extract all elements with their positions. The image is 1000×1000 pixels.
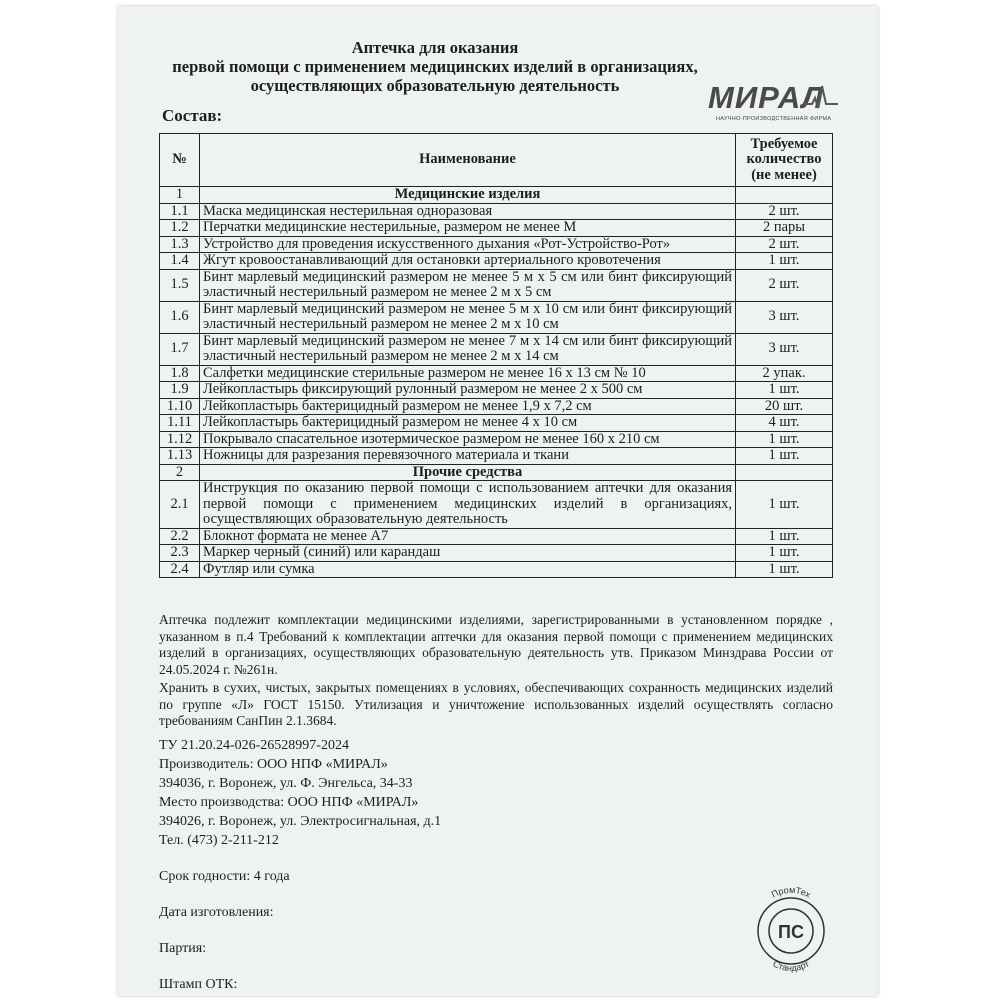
item-quantity: 1 шт. bbox=[736, 448, 833, 465]
item-name: Блокнот формата не менее А7 bbox=[200, 528, 736, 545]
item-number: 1.9 bbox=[160, 382, 200, 399]
item-name: Футляр или сумка bbox=[200, 561, 736, 578]
item-number: 1.13 bbox=[160, 448, 200, 465]
table-row bbox=[160, 301, 833, 333]
item-name: Устройство для проведения искусственного дыхания «Рот-Устройство-Рот» bbox=[200, 236, 736, 253]
item-name: Салфетки медицинские стерильные размером не менее 16 х 13 см № 10 bbox=[200, 365, 736, 382]
table-row bbox=[160, 236, 833, 253]
table-row bbox=[160, 220, 833, 237]
section-number: 2 bbox=[160, 464, 200, 481]
item-quantity: 2 пары bbox=[736, 220, 833, 237]
header-number: № bbox=[160, 134, 200, 187]
logo-tagline: НАУЧНО-ПРОИЗВОДСТВЕННАЯ ФИРМА bbox=[716, 116, 832, 122]
table-row bbox=[160, 365, 833, 382]
item-quantity: 2 шт. bbox=[736, 203, 833, 220]
item-quantity: 1 шт. bbox=[736, 253, 833, 270]
item-number: 2.4 bbox=[160, 561, 200, 578]
item-name: Жгут кровоостанавливающий для остановки артериального кровотечения bbox=[200, 253, 736, 270]
manufacture-date-label: Дата изготовления: bbox=[159, 905, 274, 920]
production-address: 394026, г. Воронеж, ул. Электросигнальная, д.1 bbox=[159, 814, 442, 829]
production-site: Место производства: ООО НПФ «МИРАЛ» bbox=[159, 795, 419, 810]
table-row bbox=[160, 203, 833, 220]
item-name: Лейкопластырь бактерицидный размером не менее 4 х 10 см bbox=[200, 415, 736, 432]
section-quantity-empty bbox=[736, 187, 833, 204]
item-quantity: 1 шт. bbox=[736, 431, 833, 448]
table-section-row bbox=[160, 187, 833, 204]
manufacturer-info bbox=[159, 736, 659, 994]
item-number: 1.6 bbox=[160, 301, 200, 333]
item-name: Лейкопластырь фиксирующий рулонный размером не менее 2 х 500 см bbox=[200, 382, 736, 399]
item-number: 1.3 bbox=[160, 236, 200, 253]
table-row bbox=[160, 481, 833, 529]
item-quantity: 3 шт. bbox=[736, 301, 833, 333]
shelf-life: Срок годности: 4 года bbox=[159, 869, 290, 884]
item-number: 1.5 bbox=[160, 269, 200, 301]
item-number: 2.2 bbox=[160, 528, 200, 545]
header-quantity-line-2: количество bbox=[746, 151, 822, 168]
item-name: Инструкция по оказанию первой помощи с использованием аптечки для оказания первой помощи с применением медицинских изделий в организациях, осуществляющих образовательную деятельность bbox=[200, 481, 736, 529]
item-number: 1.12 bbox=[160, 431, 200, 448]
promtekh-standart-stamp-icon bbox=[748, 880, 834, 980]
item-name: Перчатки медицинские нестерильные, размером не менее М bbox=[200, 220, 736, 237]
item-number: 1.8 bbox=[160, 365, 200, 382]
item-number: 1.10 bbox=[160, 398, 200, 415]
item-quantity: 1 шт. bbox=[736, 545, 833, 562]
otk-stamp-label: Штамп ОТК: bbox=[159, 977, 238, 992]
item-quantity: 20 шт. bbox=[736, 398, 833, 415]
notes-paragraph-1: Аптечка подлежит комплектации медицинскими изделиями, зарегистрированными в установленном порядке , указанном в п.4 Требований к комплектации аптечки для оказания первой помощи с применением медицинских изделий в организациях, осуществляющих образовательную деятельность утв. Приказом Минздрава России от 24.05.2024 г. №261н. bbox=[159, 612, 833, 677]
item-number: 1.1 bbox=[160, 203, 200, 220]
item-quantity: 1 шт. bbox=[736, 561, 833, 578]
table-row bbox=[160, 431, 833, 448]
section-title: Медицинские изделия bbox=[200, 187, 736, 204]
item-name: Бинт марлевый медицинский размером не менее 7 м х 14 см или бинт фиксирующий эластичный нестерильный размером не менее 2 м х 14 см bbox=[200, 333, 736, 365]
item-quantity: 1 шт. bbox=[736, 528, 833, 545]
phone: Тел. (473) 2-211-212 bbox=[159, 833, 279, 848]
table-row bbox=[160, 528, 833, 545]
section-title: Прочие средства bbox=[200, 464, 736, 481]
item-quantity: 4 шт. bbox=[736, 415, 833, 432]
logo-wordmark: МИРАЛ bbox=[708, 80, 824, 115]
title-line-3: осуществляющих образовательную деятельность bbox=[250, 76, 620, 95]
table-row bbox=[160, 415, 833, 432]
item-quantity: 3 шт. bbox=[736, 333, 833, 365]
stamp-top-text: ПромТех bbox=[769, 884, 813, 900]
miral-logo bbox=[708, 80, 840, 126]
table-row bbox=[160, 398, 833, 415]
stamp-emblem: ПС bbox=[778, 922, 804, 942]
header-quantity-line-1: Требуемое bbox=[750, 135, 818, 152]
section-quantity-empty bbox=[736, 464, 833, 481]
item-number: 1.11 bbox=[160, 415, 200, 432]
title-line-1: Аптечка для оказания bbox=[351, 38, 519, 57]
table-row bbox=[160, 333, 833, 365]
item-quantity: 2 шт. bbox=[736, 236, 833, 253]
manufacturer-address: 394036, г. Воронеж, ул. Ф. Энгельса, 34-33 bbox=[159, 776, 413, 791]
item-number: 2.3 bbox=[160, 545, 200, 562]
item-name: Бинт марлевый медицинский размером не менее 5 м х 5 см или бинт фиксирующий эластичный нестерильный размером не менее 2 м х 5 см bbox=[200, 269, 736, 301]
item-number: 1.7 bbox=[160, 333, 200, 365]
table-section-row bbox=[160, 464, 833, 481]
svg-text:Стандарт bbox=[771, 959, 811, 974]
item-number: 2.1 bbox=[160, 481, 200, 529]
item-name: Маска медицинская нестерильная одноразовая bbox=[200, 203, 736, 220]
stamp-bottom-text: Стандарт bbox=[771, 958, 811, 974]
item-name: Покрывало спасательное изотермическое размером не менее 160 х 210 см bbox=[200, 431, 736, 448]
item-quantity: 1 шт. bbox=[736, 481, 833, 529]
table-header-row bbox=[160, 134, 833, 187]
document-title bbox=[150, 38, 720, 95]
batch-label: Партия: bbox=[159, 941, 207, 956]
item-quantity: 2 шт. bbox=[736, 269, 833, 301]
manufacturer: Производитель: ООО НПФ «МИРАЛ» bbox=[159, 757, 388, 772]
composition-label: Состав: bbox=[162, 106, 223, 125]
item-quantity: 1 шт. bbox=[736, 382, 833, 399]
header-name: Наименование bbox=[200, 134, 736, 187]
item-name: Бинт марлевый медицинский размером не менее 5 м х 10 см или бинт фиксирующий эластичный нестерильный размером не менее 2 м х 10 см bbox=[200, 301, 736, 333]
notes-paragraph-2: Хранить в сухих, чистых, закрытых помещениях в условиях, обеспечивающих сохранность медицинских изделий по группе «Л» ГОСТ 15150. Утилизация и уничтожение использованных изделий осуществлять согласно требованиям СанПин 2.1.3684. bbox=[159, 680, 833, 728]
item-name: Маркер черный (синий) или карандаш bbox=[200, 545, 736, 562]
table-row bbox=[160, 545, 833, 562]
table-row bbox=[160, 382, 833, 399]
table-row bbox=[160, 253, 833, 270]
table-row bbox=[160, 561, 833, 578]
title-line-2: первой помощи с применением медицинских изделий в организациях, bbox=[172, 57, 698, 76]
table-body bbox=[160, 187, 833, 578]
item-quantity: 2 упак. bbox=[736, 365, 833, 382]
table-row bbox=[160, 269, 833, 301]
item-name: Лейкопластырь бактерицидный размером не менее 1,9 х 7,2 см bbox=[200, 398, 736, 415]
header-quantity-line-3: (не менее) bbox=[751, 166, 817, 183]
table-row bbox=[160, 448, 833, 465]
section-number: 1 bbox=[160, 187, 200, 204]
heartbeat-line-icon bbox=[804, 84, 838, 110]
kit-contents-table bbox=[159, 133, 833, 578]
header-quantity bbox=[736, 134, 833, 187]
item-number: 1.2 bbox=[160, 220, 200, 237]
tu-spec: ТУ 21.20.24-026-26528997-2024 bbox=[159, 738, 349, 753]
item-name: Ножницы для разрезания перевязочного материала и ткани bbox=[200, 448, 736, 465]
item-number: 1.4 bbox=[160, 253, 200, 270]
